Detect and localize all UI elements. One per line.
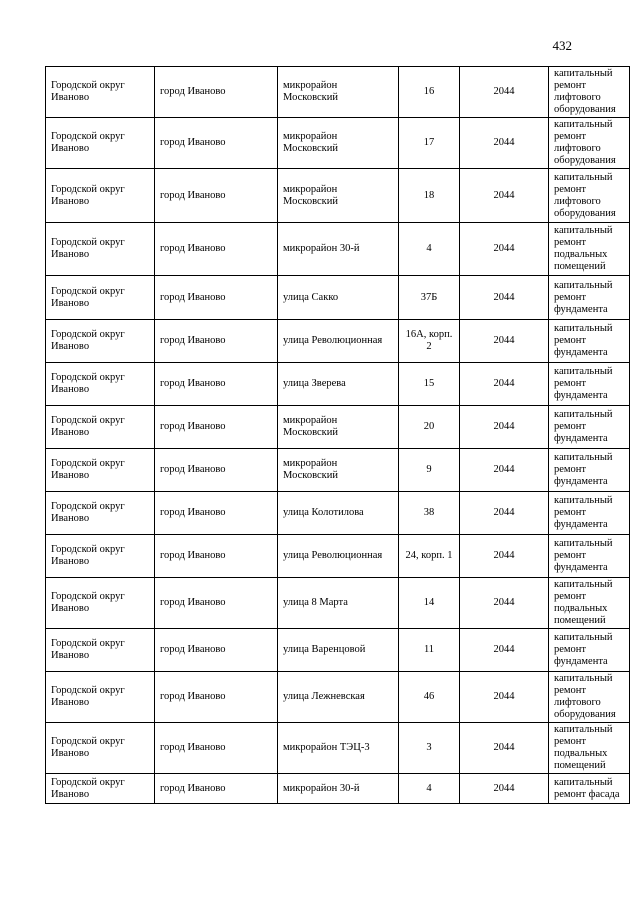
cell-house-number: 14 <box>399 578 460 629</box>
cell-district: Городской округ Иваново <box>46 629 155 672</box>
cell-house-number: 4 <box>399 774 460 804</box>
cell-house-number: 16А, корп. 2 <box>399 320 460 363</box>
cell-city: город Иваново <box>155 67 278 118</box>
cell-street: микрорайон Московский <box>278 67 399 118</box>
cell-year: 2044 <box>460 492 549 535</box>
cell-year: 2044 <box>460 535 549 578</box>
cell-year: 2044 <box>460 169 549 223</box>
cell-work-type: капитальный ремонт фундамента <box>549 449 630 492</box>
table-row <box>46 578 630 629</box>
cell-year: 2044 <box>460 118 549 169</box>
table-row <box>46 169 630 223</box>
cell-work-type: капитальный ремонт подвальных помещений <box>549 223 630 276</box>
cell-year: 2044 <box>460 723 549 774</box>
cell-house-number: 15 <box>399 363 460 406</box>
cell-house-number: 38 <box>399 492 460 535</box>
table-row <box>46 672 630 723</box>
cell-district: Городской округ Иваново <box>46 320 155 363</box>
cell-year: 2044 <box>460 363 549 406</box>
cell-street: улица Сакко <box>278 276 399 320</box>
cell-house-number: 18 <box>399 169 460 223</box>
cell-district: Городской округ Иваново <box>46 774 155 804</box>
cell-house-number: 11 <box>399 629 460 672</box>
cell-street: микрорайон 30-й <box>278 774 399 804</box>
cell-street: улица 8 Марта <box>278 578 399 629</box>
cell-year: 2044 <box>460 406 549 449</box>
cell-house-number: 24, корп. 1 <box>399 535 460 578</box>
cell-street: улица Лежневская <box>278 672 399 723</box>
cell-work-type: капитальный ремонт фундамента <box>549 276 630 320</box>
cell-work-type: капитальный ремонт лифтового оборудования <box>549 118 630 169</box>
cell-street: улица Революционная <box>278 535 399 578</box>
cell-street: улица Зверева <box>278 363 399 406</box>
cell-work-type: капитальный ремонт подвальных помещений <box>549 578 630 629</box>
cell-district: Городской округ Иваново <box>46 118 155 169</box>
cell-year: 2044 <box>460 320 549 363</box>
cell-city: город Иваново <box>155 774 278 804</box>
cell-street: микрорайон 30-й <box>278 223 399 276</box>
table-row <box>46 774 630 804</box>
table-row <box>46 723 630 774</box>
cell-work-type: капитальный ремонт фасада <box>549 774 630 804</box>
table-row <box>46 535 630 578</box>
cell-city: город Иваново <box>155 449 278 492</box>
cell-city: город Иваново <box>155 406 278 449</box>
cell-district: Городской округ Иваново <box>46 672 155 723</box>
cell-district: Городской округ Иваново <box>46 363 155 406</box>
cell-city: город Иваново <box>155 535 278 578</box>
cell-district: Городской округ Иваново <box>46 67 155 118</box>
table-row <box>46 492 630 535</box>
cell-house-number: 20 <box>399 406 460 449</box>
cell-work-type: капитальный ремонт фундамента <box>549 492 630 535</box>
cell-district: Городской округ Иваново <box>46 578 155 629</box>
cell-city: город Иваново <box>155 118 278 169</box>
cell-year: 2044 <box>460 672 549 723</box>
cell-street: микрорайон Московский <box>278 118 399 169</box>
cell-street: микрорайон Московский <box>278 406 399 449</box>
cell-city: город Иваново <box>155 672 278 723</box>
cell-street: улица Варенцовой <box>278 629 399 672</box>
cell-house-number: 4 <box>399 223 460 276</box>
cell-city: город Иваново <box>155 320 278 363</box>
cell-work-type: капитальный ремонт лифтового оборудования <box>549 672 630 723</box>
cell-house-number: 16 <box>399 67 460 118</box>
cell-street: улица Колотилова <box>278 492 399 535</box>
cell-street: микрорайон ТЭЦ-3 <box>278 723 399 774</box>
cell-city: город Иваново <box>155 578 278 629</box>
cell-city: город Иваново <box>155 276 278 320</box>
cell-district: Городской округ Иваново <box>46 276 155 320</box>
cell-street: микрорайон Московский <box>278 169 399 223</box>
cell-year: 2044 <box>460 276 549 320</box>
cell-work-type: капитальный ремонт фундамента <box>549 320 630 363</box>
table-row <box>46 67 630 118</box>
cell-city: город Иваново <box>155 363 278 406</box>
cell-district: Городской округ Иваново <box>46 535 155 578</box>
cell-house-number: 37Б <box>399 276 460 320</box>
cell-work-type: капитальный ремонт лифтового оборудования <box>549 67 630 118</box>
cell-work-type: капитальный ремонт подвальных помещений <box>549 723 630 774</box>
cell-year: 2044 <box>460 67 549 118</box>
cell-work-type: капитальный ремонт фундамента <box>549 629 630 672</box>
cell-district: Городской округ Иваново <box>46 449 155 492</box>
cell-city: город Иваново <box>155 723 278 774</box>
table-row <box>46 449 630 492</box>
cell-street: микрорайон Московский <box>278 449 399 492</box>
cell-work-type: капитальный ремонт фундамента <box>549 535 630 578</box>
cell-house-number: 46 <box>399 672 460 723</box>
cell-house-number: 17 <box>399 118 460 169</box>
cell-city: город Иваново <box>155 492 278 535</box>
cell-district: Городской округ Иваново <box>46 723 155 774</box>
cell-district: Городской округ Иваново <box>46 406 155 449</box>
table-row <box>46 363 630 406</box>
repair-schedule-table <box>45 66 630 804</box>
table-row <box>46 320 630 363</box>
cell-work-type: капитальный ремонт лифтового оборудования <box>549 169 630 223</box>
cell-city: город Иваново <box>155 629 278 672</box>
cell-house-number: 3 <box>399 723 460 774</box>
cell-year: 2044 <box>460 223 549 276</box>
cell-district: Городской округ Иваново <box>46 169 155 223</box>
cell-house-number: 9 <box>399 449 460 492</box>
table-row <box>46 118 630 169</box>
cell-year: 2044 <box>460 774 549 804</box>
cell-year: 2044 <box>460 629 549 672</box>
cell-year: 2044 <box>460 578 549 629</box>
table-body <box>46 67 630 804</box>
cell-work-type: капитальный ремонт фундамента <box>549 406 630 449</box>
table-row <box>46 223 630 276</box>
cell-year: 2044 <box>460 449 549 492</box>
cell-city: город Иваново <box>155 169 278 223</box>
table-row <box>46 406 630 449</box>
table-row <box>46 276 630 320</box>
cell-street: улица Революционная <box>278 320 399 363</box>
table-row <box>46 629 630 672</box>
page-number: 432 <box>552 38 572 53</box>
cell-work-type: капитальный ремонт фундамента <box>549 363 630 406</box>
cell-district: Городской округ Иваново <box>46 492 155 535</box>
cell-city: город Иваново <box>155 223 278 276</box>
cell-district: Городской округ Иваново <box>46 223 155 276</box>
